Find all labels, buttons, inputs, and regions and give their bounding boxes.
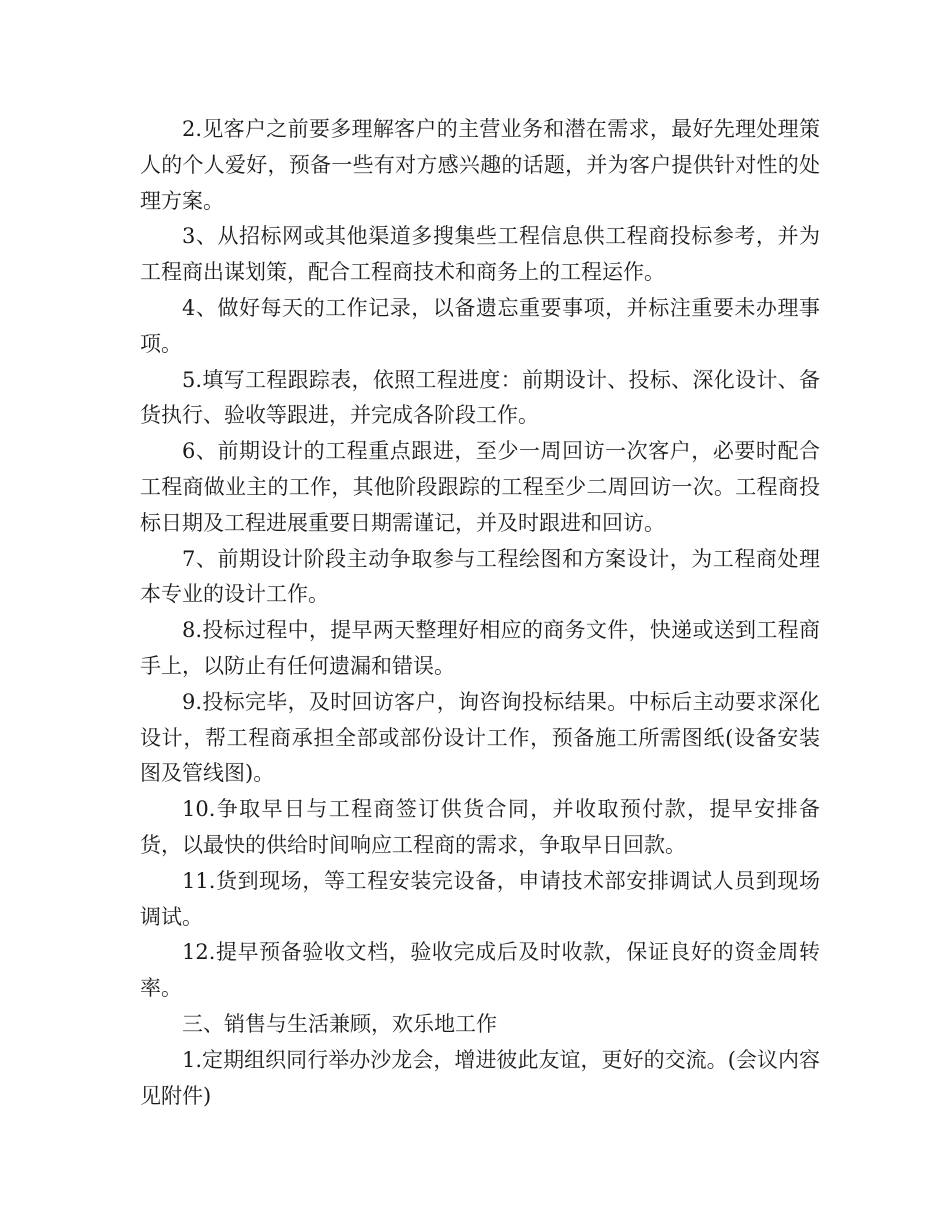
paragraph-6-follow-up: 6、前期设计的工程重点跟进，至少一周回访一次客户，必要时配合工程商做业主的工作，其他阶段跟踪的工程至少二周回访一次。工程商投标日期及工程进展重要日期需谨记，并及时跟进和回访。 — [140, 439, 820, 535]
paragraph-4-work-log: 4、做好每天的工作记录，以备遗忘重要事项，并标注重要未办理事项。 — [140, 295, 820, 356]
paragraph-8-bidding: 8.投标过程中，提早两天整理好相应的商务文件，快递或送到工程商手上，以防止有任何遗漏和错误。 — [140, 618, 820, 678]
paragraph-1-salon: 1.定期组织同行举办沙龙会，增进彼此友谊，更好的交流。(会议内容见附件) — [140, 1047, 820, 1108]
paragraph-7-design-phase: 7、前期设计阶段主动争取参与工程绘图和方案设计，为工程商处理本专业的设计工作。 — [140, 546, 820, 607]
document-body — [140, 112, 820, 1114]
paragraph-10-contract: 10.争取早日与工程商签订供货合同，并收取预付款，提早安排备货，以最快的供给时间响应工程商的需求，争取早日回款。 — [140, 797, 820, 857]
paragraph-3-tender-info: 3、从招标网或其他渠道多搜集些工程信息供工程商投标参考，并为工程商出谋划策，配合工程商技术和商务上的工程运作。 — [140, 224, 820, 285]
paragraph-12-acceptance: 12.提早预备验收文档，验收完成后及时收款，保证良好的资金周转率。 — [140, 940, 820, 1001]
paragraph-9-bid-result: 9.投标完毕，及时回访客户，询咨询投标结果。中标后主动要求深化设计，帮工程商承担全部或部份设计工作，预备施工所需图纸(设备安装图及管线图)。 — [140, 689, 820, 786]
section-heading-3: 三、销售与生活兼顾，欢乐地工作 — [182, 1011, 497, 1036]
paragraph-11-on-site: 11.货到现场，等工程安装完设备，申请技术部安排调试人员到现场调试。 — [140, 868, 820, 929]
paragraph-2-client-prep: 2.见客户之前要多理解客户的主营业务和潜在需求，最好先理处理策人的个人爱好，预备一些有对方感兴趣的话题，并为客户提供针对性的处理方案。 — [140, 117, 820, 213]
paragraph-5-tracking-table: 5.填写工程跟踪表，依照工程进度：前期设计、投标、深化设计、备货执行、验收等跟进，并完成各阶段工作。 — [140, 367, 820, 428]
